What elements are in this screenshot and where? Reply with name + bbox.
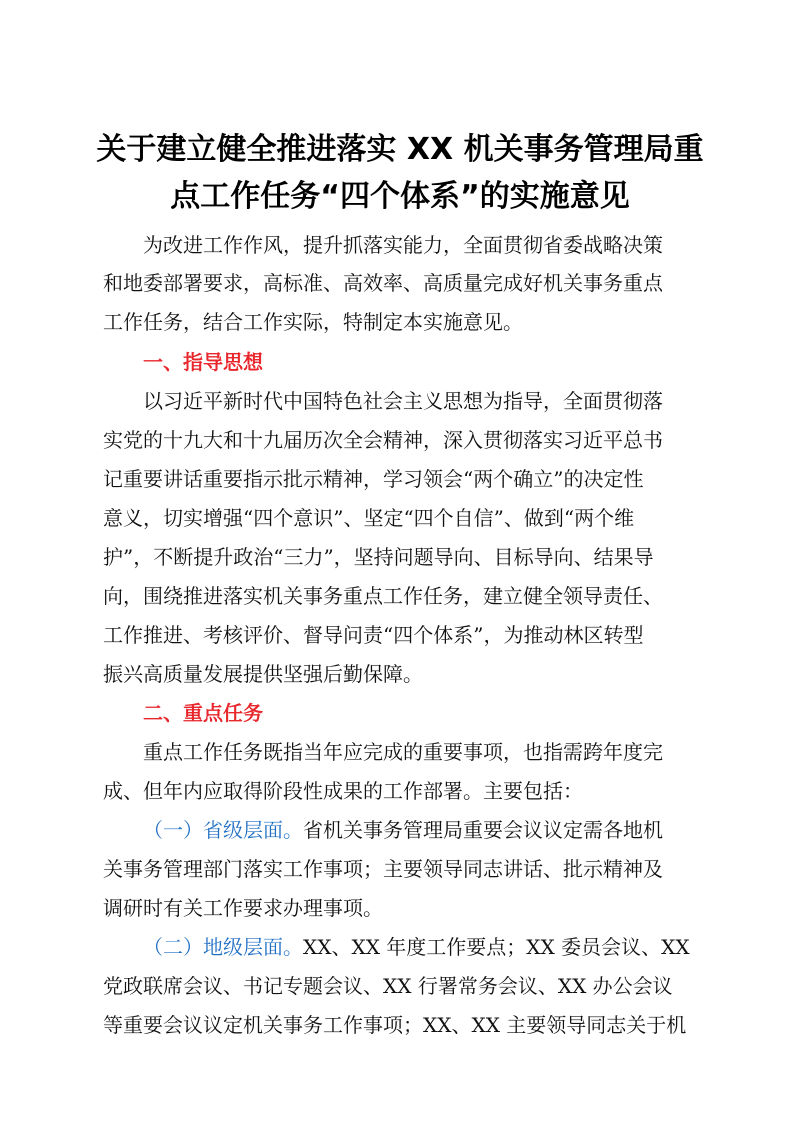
intro-line: 工作任务，结合工作实际，特制定本实施意见。 [103,310,523,334]
item-prefecture-level [143,934,713,960]
item-text: XX、XX 年度工作要点；XX 委员会议、XX [303,935,690,959]
body-line: 党政联席会议、书记专题会议、XX 行署常务会议、XX 办公会议 [103,974,673,998]
intro-line: 为改进工作作风，提升抓落实能力，全面贯彻省委战略决策 [143,233,663,257]
body-line: 重点工作任务既指当年应完成的重要事项，也指需跨年度完 [143,740,663,764]
body-line: 意义，切实增强“四个意识”、坚定“四个自信”、做到“两个维 [103,506,635,530]
section-heading-guiding-thought: 一、指导思想 [143,350,263,374]
intro-line: 和地委部署要求，高标准、高效率、高质量完成好机关事务重点 [103,271,663,295]
body-line: 护”，不断提升政治“三力”，坚持问题导向、目标导向、结果导 [103,545,654,569]
body-line: 记重要讲话重要指示批示精神，学习领会“两个确立”的决定性 [103,467,644,491]
body-line: 实党的十九大和十九届历次全会精神，深入贯彻落实习近平总书 [103,428,663,452]
body-line: 工作推进、考核评价、督导问责“四个体系”，为推动林区转型 [103,623,644,647]
body-line: 向，围绕推进落实机关事务重点工作任务，建立健全领导责任、 [103,584,663,608]
body-line: 以习近平新时代中国特色社会主义思想为指导，全面贯彻落 [143,389,663,413]
body-line: 调研时有关工作要求办理事项。 [103,896,383,920]
item-text: 省机关事务管理局重要会议议定需各地机 [303,818,663,842]
item-label-prefecture: （二）地级层面。 [143,935,303,959]
item-label-provincial: （一）省级层面。 [143,818,303,842]
body-line: 等重要会议议定机关事务工作事项；XX、XX 主要领导同志关于机 [103,1013,687,1037]
item-provincial-level [143,817,713,843]
document-title-line-2: 点工作任务“四个体系”的实施意见 [170,179,630,214]
section-heading-key-tasks: 二、重点任务 [143,701,263,725]
document-title-line-1: 关于建立健全推进落实 XX 机关事务管理局重 [96,132,704,167]
body-line: 振兴高质量发展提供坚强后勤保障。 [103,662,423,686]
body-line: 关事务管理部门落实工作事项；主要领导同志讲话、批示精神及 [103,857,663,881]
body-line: 成、但年内应取得阶段性成果的工作部署。主要包括： [103,779,583,803]
